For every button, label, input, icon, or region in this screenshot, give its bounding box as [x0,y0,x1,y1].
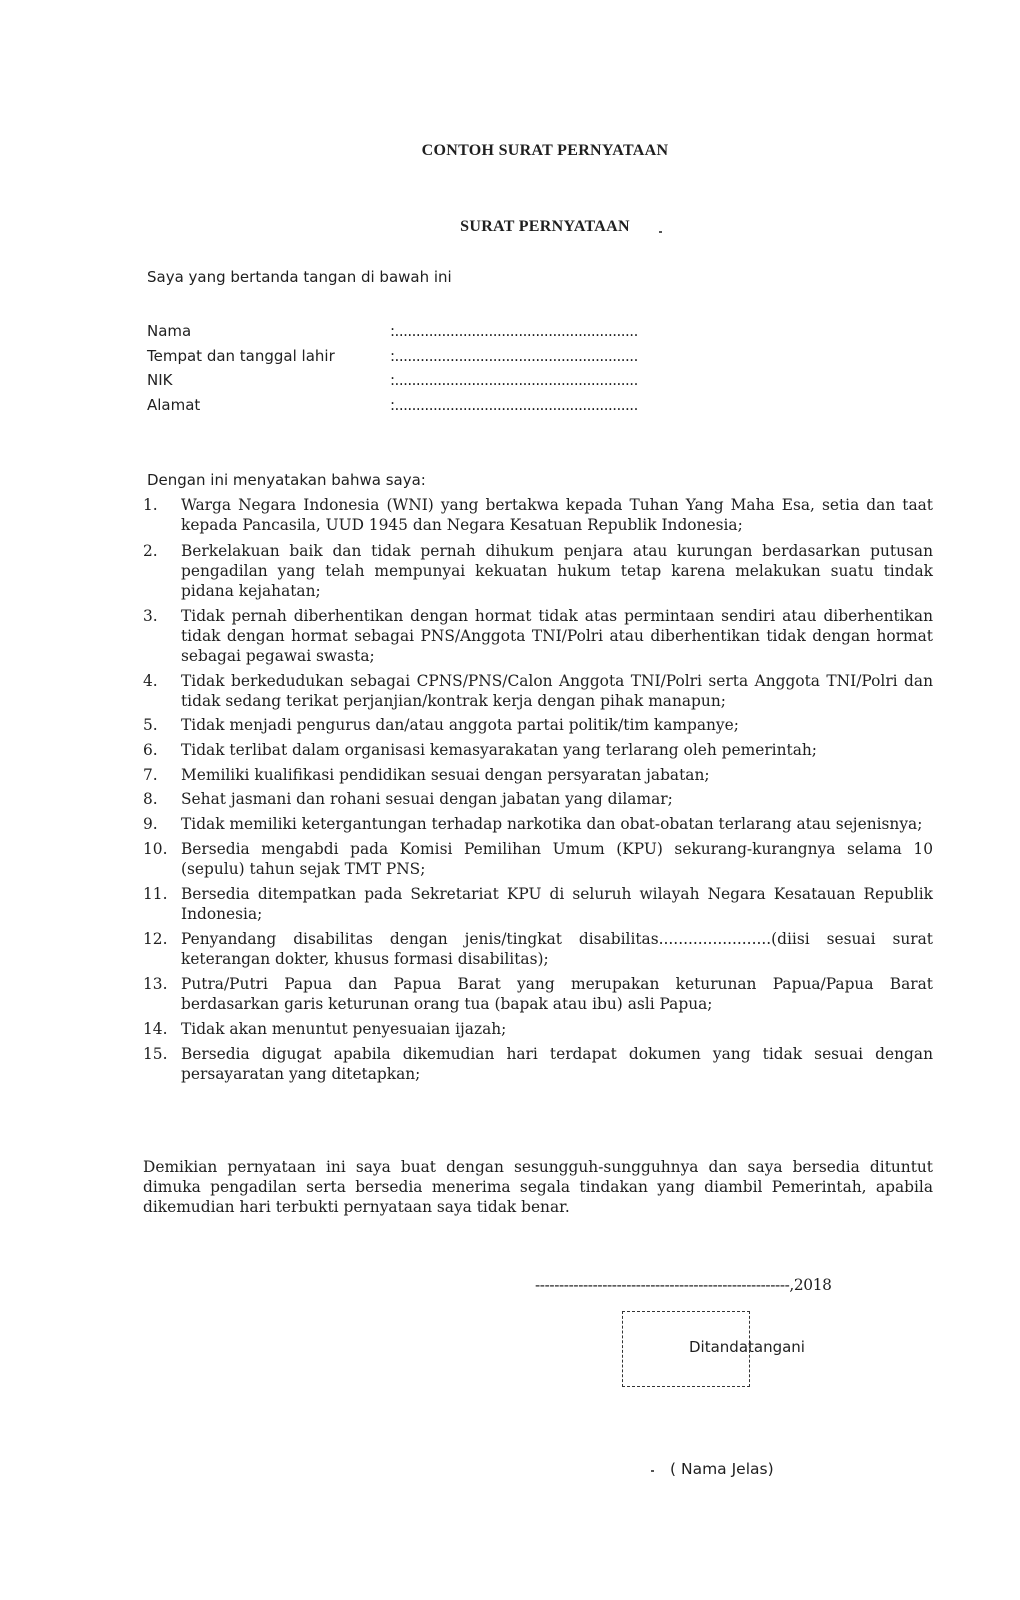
list-item [143,1019,933,1039]
item-text: Warga Negara Indonesia (WNI) yang bertakwa kepada Tuhan Yang Maha Esa, setia dan taat kepada Pancasila, UUD 1945 dan Negara Kesatuan Republik Indonesia; [181,496,933,534]
signature-label: Ditandatangani [689,1338,805,1356]
item-number: 14. [143,1020,168,1038]
list-item [143,1044,933,1084]
field-row-tempat-tanggal-lahir [147,347,667,371]
item-text: Bersedia mengabdi pada Komisi Pemilihan Umum (KPU) sekurang-kurangnya selama 10 (sepulu) tahun sejak TMT PNS; [181,840,933,878]
item-text: Tidak memiliki ketergantungan terhadap narkotika dan obat-obatan terlarang atau sejenisnya; [181,815,923,833]
field-label: NIK [147,371,173,389]
item-number: 6. [143,741,158,759]
item-text: Memiliki kualifikasi pendidikan sesuai dengan persyaratan jabatan; [181,766,710,784]
document-heading: CONTOH SURAT PERNYATAAN [421,142,669,159]
closing-paragraph: Demikian pernyataan ini saya buat dengan sesungguh-sungguhnya dan saya bersedia dituntut dimuka pengadilan serta bersedia menerima segala tindakan yang diambil Pemerintah, apabila dikemudian hari terbukti pernyataan saya tidak benar. [143,1158,933,1216]
letter-title: SURAT PERNYATAAN [460,218,630,235]
field-blank: :......................................................... [390,371,638,389]
item-number: 2. [143,542,158,560]
place-date-line: -----------------------------------------------------,2018 [535,1276,832,1294]
item-number: 13. [143,975,168,993]
item-number: 8. [143,790,158,808]
list-item [143,740,933,760]
field-row-alamat [147,396,667,420]
item-number: 12. [143,930,168,948]
list-item [143,789,933,809]
scan-dot [651,1470,654,1472]
item-number: 5. [143,716,158,734]
field-label: Tempat dan tanggal lahir [147,347,335,365]
field-blank: :......................................................... [390,347,638,365]
field-blank: :......................................................... [390,322,638,340]
list-item [143,814,933,834]
declaration-list [143,495,933,1084]
list-item [143,884,933,924]
list-item [143,541,933,601]
list-item [143,606,933,666]
list-item [143,974,933,1014]
item-text: Tidak akan menuntut penyesuaian ijazah; [181,1020,507,1038]
field-label: Alamat [147,396,201,414]
field-label: Nama [147,322,192,340]
item-text: Bersedia ditempatkan pada Sekretariat KPU di seluruh wilayah Negara Kesatauan Republik Indonesia; [181,885,933,923]
intro-text: Saya yang bertanda tangan di bawah ini [147,268,452,286]
item-number: 9. [143,815,158,833]
declaration-intro: Dengan ini menyatakan bahwa saya: [147,471,426,489]
item-text: Tidak terlibat dalam organisasi kemasyarakatan yang terlarang oleh pemerintah; [181,741,817,759]
item-number: 10. [143,840,168,858]
field-blank: :......................................................... [390,396,638,414]
list-item [143,495,933,535]
list-item [143,715,933,735]
item-number: 3. [143,607,158,625]
item-text: Putra/Putri Papua dan Papua Barat yang merupakan keturunan Papua/Papua Barat berdasarkan garis keturunan orang tua (bapak atau ibu) asli Papua; [181,975,933,1013]
list-item [143,671,933,711]
item-number: 7. [143,766,158,784]
list-item [143,839,933,879]
item-text: Penyandang disabilitas dengan jenis/tingkat disabilitas.......................(diisi sesuai surat keterangan dokter, khusus formasi disabilitas); [181,930,933,968]
item-text: Tidak berkedudukan sebagai CPNS/PNS/Calon Anggota TNI/Polri serta Anggota TNI/Polri dan tidak sedang terikat perjanjian/kontrak kerja dengan pihak manapun; [181,672,933,710]
printed-name-label: ( Nama Jelas) [670,1460,774,1478]
list-item [143,765,933,785]
item-number: 11. [143,885,168,903]
item-text: Sehat jasmani dan rohani sesuai dengan jabatan yang dilamar; [181,790,673,808]
field-row-nama [147,322,667,346]
scan-dot [659,231,662,233]
item-number: 4. [143,672,158,690]
item-text: Bersedia digugat apabila dikemudian hari terdapat dokumen yang tidak sesuai dengan persayaratan yang ditetapkan; [181,1045,933,1083]
item-number: 15. [143,1045,168,1063]
item-text: Tidak menjadi pengurus dan/atau anggota partai politik/tim kampanye; [181,716,739,734]
item-text: Tidak pernah diberhentikan dengan hormat tidak atas permintaan sendiri atau diberhentikan tidak dengan hormat sebagai PNS/Anggota TNI/Polri atau diberhentikan tidak dengan hormat sebagai pegawai swasta; [181,607,933,665]
item-number: 1. [143,496,158,514]
field-row-nik [147,371,667,395]
item-text: Berkelakuan baik dan tidak pernah dihukum penjara atau kurungan berdasarkan putusan pengadilan yang telah mempunyai kekuatan hukum tetap karena melakukan suatu tindak pidana kejahatan; [181,542,933,600]
list-item [143,929,933,969]
